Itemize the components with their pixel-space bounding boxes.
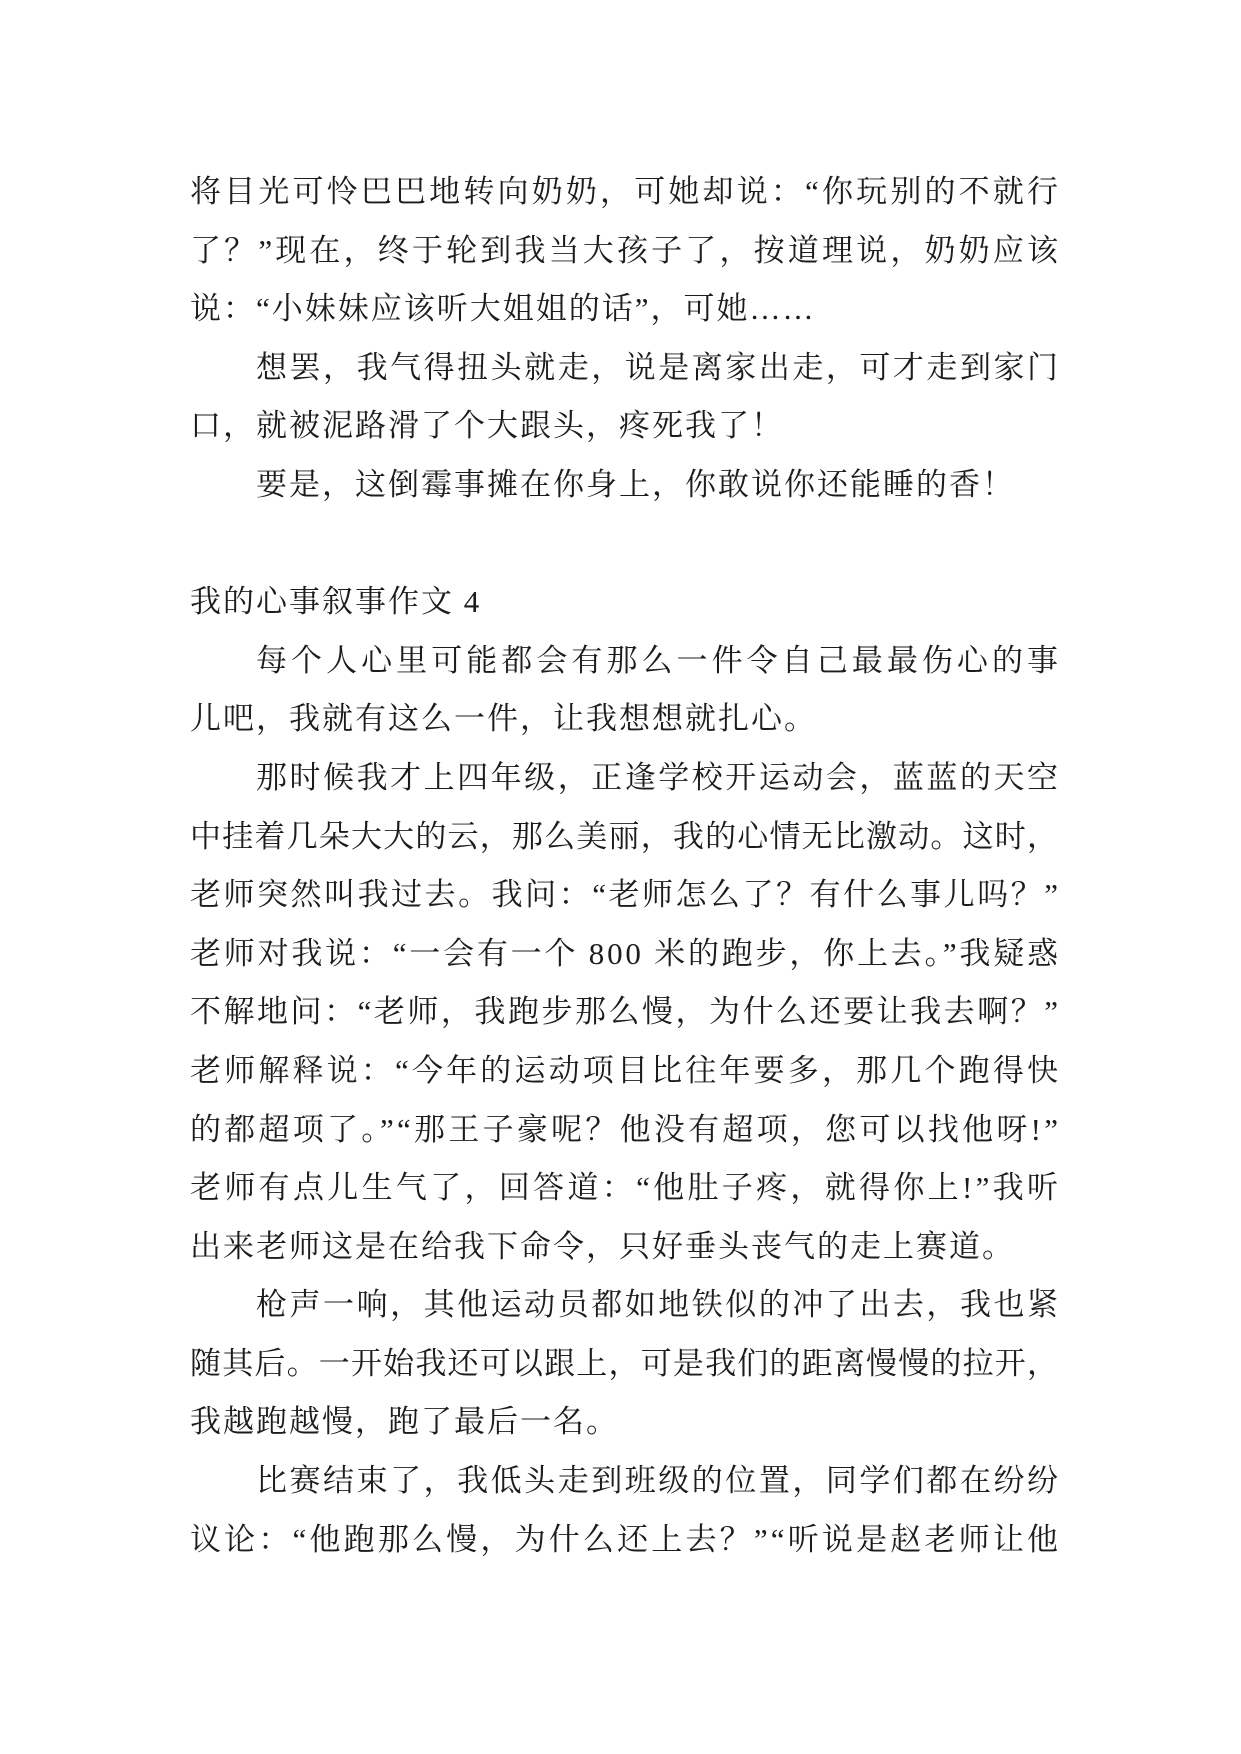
paragraph xyxy=(190,632,1063,749)
essay-line: 要是，这倒霉事摊在你身上，你敢说你还能睡的香！ xyxy=(256,466,1015,502)
document-body xyxy=(190,163,1063,1569)
essay-line: 议论：“他跑那么慢，为什么还上去？”“听说是赵老师让他 xyxy=(190,1521,1062,1557)
essay-line: 老师解释说：“今年的运动项目比往年要多，那几个跑得快 xyxy=(190,1052,1062,1088)
essay-line: 老师对我说：“一会有一个 800 米的跑步，你上去。”我疑惑 xyxy=(190,935,1061,971)
paragraph xyxy=(190,456,1058,515)
essay-line: 将目光可怜巴巴地转向奶奶，可她却说：“你玩别的不就行 xyxy=(190,174,1062,209)
essay-line: 口，就被泥路滑了个大跟头，疼死我了！ xyxy=(190,408,784,444)
essay-line: 不解地问：“老师，我跑步那么慢，为什么还要让我去啊？” xyxy=(190,994,1061,1030)
paragraph xyxy=(190,749,1062,1276)
essay-line: 老师有点儿生气了，回答道：“他肚子疼，就得你上!”我听 xyxy=(190,1170,1062,1206)
essay-line: 我越跑越慢，跑了最后一名。 xyxy=(190,1404,619,1440)
essay-line: 儿吧，我就有这么一件，让我想想就扎心。 xyxy=(190,701,817,737)
paragraph xyxy=(190,1452,1062,1569)
paragraph xyxy=(190,163,1062,339)
essay-line: 出来老师这是在给我下命令，只好垂头丧气的走上赛道。 xyxy=(190,1228,1015,1264)
paragraph xyxy=(190,1276,1061,1452)
blank-line xyxy=(190,515,1058,574)
essay-line: 中挂着几朵大大的云，那么美丽，我的心情无比激动。这时， xyxy=(190,818,1060,854)
essay-line: 说：“小妹妹应该听大姐姐的话”，可她…… xyxy=(190,291,816,327)
essay-line: 每个人心里可能都会有那么一件令自己最最伤心的事 xyxy=(256,642,1063,678)
essay-line: 的都超项了。”“那王子豪呢？他没有超项，您可以找他呀!” xyxy=(190,1111,1062,1147)
essay-line: 了？”现在，终于轮到我当大孩子了，按道理说，奶奶应该 xyxy=(190,232,1062,268)
section-title: 我的心事叙事作文 4 xyxy=(190,584,482,620)
essay-line: 想罢，我气得扭头就走，说是离家出走，可才走到家门 xyxy=(256,349,1061,385)
essay-line: 随其后。一开始我还可以跟上，可是我们的距离慢慢的拉开， xyxy=(190,1345,1060,1381)
essay-line: 比赛结束了，我低头走到班级的位置，同学们都在纷纷 xyxy=(256,1463,1061,1499)
paragraph xyxy=(190,339,1061,456)
essay-line: 那时候我才上四年级，正逢学校开运动会，蓝蓝的天空 xyxy=(256,759,1061,795)
essay-line: 枪声一响，其他运动员都如地铁似的冲了出去，我也紧 xyxy=(256,1287,1061,1323)
essay-line: 老师突然叫我过去。我问：“老师怎么了？有什么事儿吗？” xyxy=(190,877,1061,913)
